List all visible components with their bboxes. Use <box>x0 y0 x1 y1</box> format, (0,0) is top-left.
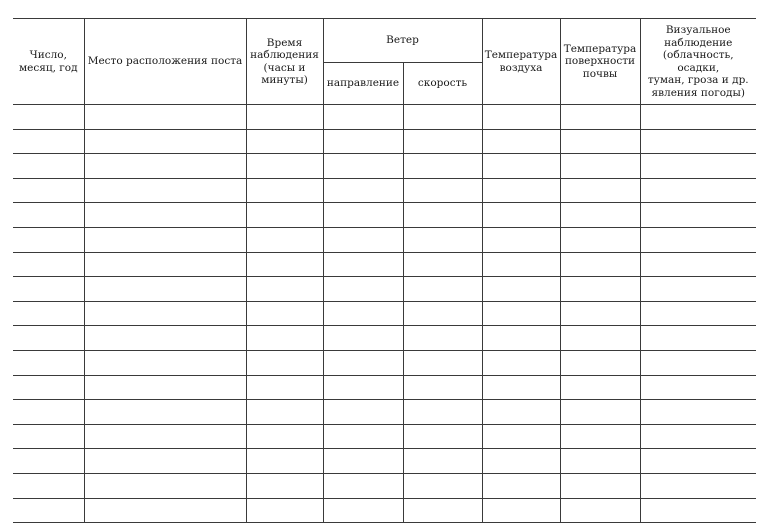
cell-time[interactable] <box>246 424 323 449</box>
header-wind <box>323 19 482 63</box>
header-soil-temp-label: Температура поверхности почвы <box>563 42 637 80</box>
cell-location[interactable] <box>84 326 246 351</box>
cell-time[interactable] <box>246 203 323 228</box>
header-wind-direction <box>323 63 403 105</box>
cell-date[interactable] <box>13 449 84 474</box>
cell-soil-temp[interactable] <box>560 498 640 523</box>
cell-soil-temp[interactable] <box>560 154 640 179</box>
header-visual <box>640 19 756 105</box>
cell-time[interactable] <box>246 473 323 498</box>
cell-time[interactable] <box>246 449 323 474</box>
cell-location[interactable] <box>84 498 246 523</box>
cell-location[interactable] <box>84 400 246 425</box>
cell-date[interactable] <box>13 129 84 154</box>
table-row <box>13 227 756 252</box>
cell-soil-temp[interactable] <box>560 424 640 449</box>
header-date <box>13 19 84 105</box>
cell-air-temp[interactable] <box>482 203 560 228</box>
cell-wind-direction[interactable] <box>323 400 403 425</box>
cell-air-temp[interactable] <box>482 473 560 498</box>
cell-soil-temp[interactable] <box>560 252 640 277</box>
cell-wind-direction[interactable] <box>323 129 403 154</box>
cell-soil-temp[interactable] <box>560 227 640 252</box>
cell-wind-speed[interactable] <box>403 178 482 203</box>
cell-air-temp[interactable] <box>482 105 560 130</box>
cell-soil-temp[interactable] <box>560 400 640 425</box>
cell-air-temp[interactable] <box>482 424 560 449</box>
cell-wind-speed[interactable] <box>403 400 482 425</box>
cell-visual[interactable] <box>640 105 756 130</box>
table-row <box>13 277 756 302</box>
cell-date[interactable] <box>13 375 84 400</box>
table-row <box>13 252 756 277</box>
cell-time[interactable] <box>246 227 323 252</box>
cell-date[interactable] <box>13 400 84 425</box>
cell-wind-direction[interactable] <box>323 227 403 252</box>
cell-wind-direction[interactable] <box>323 105 403 130</box>
cell-location[interactable] <box>84 301 246 326</box>
header-soil-temp <box>560 19 640 105</box>
cell-air-temp[interactable] <box>482 227 560 252</box>
cell-time[interactable] <box>246 277 323 302</box>
header-location-label: Место расположения поста <box>87 55 243 68</box>
cell-air-temp[interactable] <box>482 252 560 277</box>
header-row-top <box>13 19 756 63</box>
cell-time[interactable] <box>246 400 323 425</box>
cell-date[interactable] <box>13 154 84 179</box>
cell-date[interactable] <box>13 301 84 326</box>
header-wind-speed-label: скорость <box>417 77 468 90</box>
cell-time[interactable] <box>246 105 323 130</box>
cell-visual[interactable] <box>640 400 756 425</box>
cell-soil-temp[interactable] <box>560 301 640 326</box>
cell-soil-temp[interactable] <box>560 105 640 130</box>
table-row <box>13 301 756 326</box>
cell-wind-direction[interactable] <box>323 252 403 277</box>
table-row <box>13 154 756 179</box>
table-row <box>13 326 756 351</box>
cell-wind-speed[interactable] <box>403 252 482 277</box>
cell-visual[interactable] <box>640 498 756 523</box>
cell-air-temp[interactable] <box>482 449 560 474</box>
cell-date[interactable] <box>13 277 84 302</box>
table-row <box>13 498 756 523</box>
cell-wind-direction[interactable] <box>323 277 403 302</box>
cell-location[interactable] <box>84 203 246 228</box>
cell-date[interactable] <box>13 203 84 228</box>
cell-air-temp[interactable] <box>482 326 560 351</box>
cell-wind-direction[interactable] <box>323 375 403 400</box>
cell-visual[interactable] <box>640 252 756 277</box>
cell-wind-direction[interactable] <box>323 350 403 375</box>
cell-wind-direction[interactable] <box>323 473 403 498</box>
cell-date[interactable] <box>13 178 84 203</box>
cell-visual[interactable] <box>640 449 756 474</box>
cell-wind-speed[interactable] <box>403 326 482 351</box>
cell-time[interactable] <box>246 498 323 523</box>
cell-visual[interactable] <box>640 178 756 203</box>
cell-visual[interactable] <box>640 375 756 400</box>
cell-wind-speed[interactable] <box>403 473 482 498</box>
cell-time[interactable] <box>246 178 323 203</box>
cell-soil-temp[interactable] <box>560 326 640 351</box>
table-row <box>13 400 756 425</box>
table-row <box>13 203 756 228</box>
cell-location[interactable] <box>84 350 246 375</box>
cell-wind-direction[interactable] <box>323 178 403 203</box>
cell-wind-speed[interactable] <box>403 203 482 228</box>
cell-soil-temp[interactable] <box>560 449 640 474</box>
cell-visual[interactable] <box>640 424 756 449</box>
cell-air-temp[interactable] <box>482 277 560 302</box>
cell-air-temp[interactable] <box>482 154 560 179</box>
header-time-label: Время наблюдения (часы и минуты) <box>250 36 319 86</box>
cell-air-temp[interactable] <box>482 400 560 425</box>
table-body <box>13 105 756 523</box>
cell-wind-speed[interactable] <box>403 424 482 449</box>
header-time <box>246 19 323 105</box>
cell-date[interactable] <box>13 498 84 523</box>
cell-visual[interactable] <box>640 301 756 326</box>
table-row <box>13 449 756 474</box>
cell-air-temp[interactable] <box>482 178 560 203</box>
cell-air-temp[interactable] <box>482 350 560 375</box>
cell-air-temp[interactable] <box>482 498 560 523</box>
cell-wind-direction[interactable] <box>323 449 403 474</box>
cell-location[interactable] <box>84 129 246 154</box>
cell-wind-speed[interactable] <box>403 301 482 326</box>
table-row <box>13 105 756 130</box>
cell-soil-temp[interactable] <box>560 129 640 154</box>
cell-location[interactable] <box>84 105 246 130</box>
table-row <box>13 129 756 154</box>
cell-location[interactable] <box>84 227 246 252</box>
cell-wind-speed[interactable] <box>403 277 482 302</box>
header-air-temp-label: Температура воздуха <box>484 49 558 74</box>
cell-date[interactable] <box>13 227 84 252</box>
cell-date[interactable] <box>13 105 84 130</box>
cell-wind-direction[interactable] <box>323 203 403 228</box>
cell-soil-temp[interactable] <box>560 375 640 400</box>
header-date-label: Число, месяц, год <box>18 49 78 74</box>
cell-date[interactable] <box>13 473 84 498</box>
table-row <box>13 350 756 375</box>
header-air-temp <box>482 19 560 105</box>
cell-time[interactable] <box>246 154 323 179</box>
cell-wind-direction[interactable] <box>323 154 403 179</box>
cell-wind-speed[interactable] <box>403 105 482 130</box>
cell-wind-speed[interactable] <box>403 375 482 400</box>
cell-date[interactable] <box>13 252 84 277</box>
cell-visual[interactable] <box>640 277 756 302</box>
cell-location[interactable] <box>84 277 246 302</box>
cell-soil-temp[interactable] <box>560 203 640 228</box>
cell-wind-speed[interactable] <box>403 498 482 523</box>
cell-location[interactable] <box>84 154 246 179</box>
cell-location[interactable] <box>84 252 246 277</box>
cell-wind-speed[interactable] <box>403 129 482 154</box>
cell-visual[interactable] <box>640 129 756 154</box>
cell-visual[interactable] <box>640 350 756 375</box>
cell-wind-speed[interactable] <box>403 154 482 179</box>
header-wind-label: Ветер <box>386 34 419 47</box>
cell-wind-direction[interactable] <box>323 424 403 449</box>
cell-visual[interactable] <box>640 473 756 498</box>
header-wind-direction-label: направление <box>326 77 400 90</box>
header-visual-label: Визуальное наблюдение (облачность, осадки, туман, гроза и др. явления погоды) <box>647 24 749 99</box>
cell-visual[interactable] <box>640 203 756 228</box>
cell-visual[interactable] <box>640 227 756 252</box>
cell-visual[interactable] <box>640 154 756 179</box>
cell-date[interactable] <box>13 350 84 375</box>
cell-time[interactable] <box>246 129 323 154</box>
table-row <box>13 178 756 203</box>
table-row <box>13 424 756 449</box>
cell-soil-temp[interactable] <box>560 277 640 302</box>
cell-time[interactable] <box>246 375 323 400</box>
cell-wind-direction[interactable] <box>323 301 403 326</box>
table-row <box>13 473 756 498</box>
cell-air-temp[interactable] <box>482 301 560 326</box>
cell-soil-temp[interactable] <box>560 473 640 498</box>
cell-wind-speed[interactable] <box>403 449 482 474</box>
table-row <box>13 375 756 400</box>
cell-wind-direction[interactable] <box>323 498 403 523</box>
cell-location[interactable] <box>84 178 246 203</box>
cell-soil-temp[interactable] <box>560 350 640 375</box>
cell-air-temp[interactable] <box>482 129 560 154</box>
cell-date[interactable] <box>13 424 84 449</box>
header-wind-speed <box>403 63 482 105</box>
cell-time[interactable] <box>246 301 323 326</box>
cell-time[interactable] <box>246 252 323 277</box>
cell-wind-speed[interactable] <box>403 227 482 252</box>
cell-air-temp[interactable] <box>482 375 560 400</box>
cell-location[interactable] <box>84 449 246 474</box>
cell-location[interactable] <box>84 473 246 498</box>
cell-soil-temp[interactable] <box>560 178 640 203</box>
cell-visual[interactable] <box>640 326 756 351</box>
weather-observation-table <box>13 18 756 523</box>
cell-time[interactable] <box>246 326 323 351</box>
cell-time[interactable] <box>246 350 323 375</box>
cell-date[interactable] <box>13 326 84 351</box>
cell-wind-speed[interactable] <box>403 350 482 375</box>
cell-location[interactable] <box>84 375 246 400</box>
cell-wind-direction[interactable] <box>323 326 403 351</box>
cell-location[interactable] <box>84 424 246 449</box>
header-location <box>84 19 246 105</box>
